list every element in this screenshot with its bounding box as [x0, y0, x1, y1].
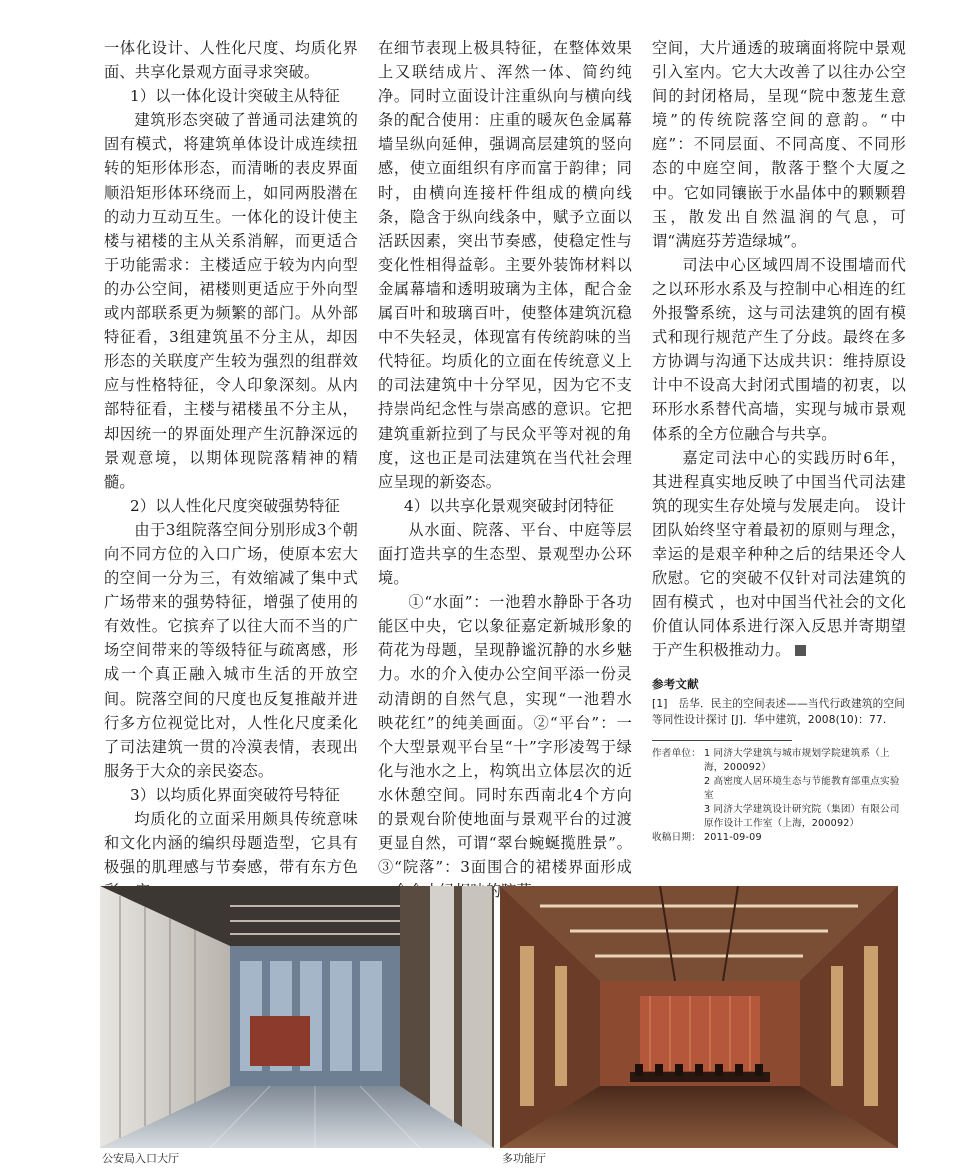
reference-item: [1] 岳华．民主的空间表述——当代行政建筑的空间等同性设计探讨 [J]．华中建筑，2008(10)：77. [652, 698, 906, 727]
paragraph-text: 嘉定司法中心的实践历时6年，其进程真实地反映了中国当代司法建筑的现实生存处境与发展走向。 设计团队始终坚守着最初的原则与理念，幸运的是艰辛种种之后的结果还令人欣慰。它的突破不仅针对司法建筑的固有模式 ，也对中国当代社会的文化价值认同体系进行深入反思并寄期望于产生积极推动力。 [652, 448, 906, 660]
photo-entrance-hall [100, 886, 494, 1148]
paragraph [652, 446, 906, 663]
paragraph: 一体化设计、人性化尺度、均质化界面、共享化景观方面寻求突破。 [104, 39, 358, 82]
paragraph: ①“水面”：一池碧水静卧于各功能区中央，它以象征嘉定新城形象的荷花为母题，呈现静谧沉静的水乡魅力。水的介入使办公空间平添一份灵动清朗的自然气息，实现“一池碧水映花红”的纯美画面。②“平台”：一个大型景观平台呈“十”字形凌驾于绿化与池水之上，构筑出立体层次的近水休憩空间。同时东西南北4个方向的景观台阶使地面与景观平台的过渡更显自然，可谓“翠台蜿蜒揽胜景”。③“院落”：3面围合的裙楼界面形成 [378, 593, 632, 877]
photo-caption: 多功能厅 [502, 1152, 546, 1165]
references-heading: 参考文献 [652, 677, 699, 692]
affiliation-line: 3 同济大学建筑设计研究院（集团）有限公司原作设计工作室（上海，200092） [704, 804, 900, 830]
paragraph: 在细节表现上极具特征，在整体效果上又联结成片、浑然一体、简约纯净。同时立面设计注重纵向与横向线条的配合使用：庄重的暖灰色金属幕墙呈纵向延伸，强调高层建筑的竖向感，使立面组织有序而富于韵律；同时，由横向连接杆件组成的横向线条，隐含于纵向线条中，赋予立面以活跃因素，突出节奏感，使稳定性与变化性相得益彰。主要外装饰材料以金属幕墙和透明玻璃为主体，配合金属百叶和玻璃百叶，使整体建筑沉稳中不失轻灵，体现富有传统韵味的当代特征。均质化的立面在传统意义上的司法建筑中十分罕见，因为它不支持崇尚纪念性与崇高感的意识。它把建筑重新拉到了与民众平等对视的角度，这也正是司法建筑在当代社会理应呈现的新姿态。 [378, 39, 632, 491]
author-affiliation [652, 747, 906, 845]
photo-multifunction-hall [500, 886, 898, 1148]
paragraph: 从水面、院落、平台、中庭等层面打造共享的生态型、景观型办公环境。 [378, 520, 632, 588]
affiliation-line: 2 高密度人居环境生态与节能教育部重点实验室 [704, 776, 900, 802]
paragraph: 建筑形态突破了普通司法建筑的固有模式，将建筑单体设计成连续扭转的矩形体形态，而清晰的表皮界面顺沿矩形体环绕而上，如同两股潜在的动力互动互生。一体化的设计使主楼与裙楼的主从关系消解，而更适合于功能需求：主楼适应于较为内向型的办公空间，裙楼则更适应于外向型或内部联系更为频繁的部门。从外部特征看，3组建筑虽不分主从，却因形态的关联度产生较为强烈的组群效应与性格特征，令人印象深刻。从内部特征看，主楼与裙楼虽不分主从，却因统一的界面处理产生沉静深远的景观意境，以期体现院落精神的精髓。 [104, 111, 358, 491]
text-column-1 [104, 36, 358, 903]
paragraph: 由于3组院落空间分别形成3个朝向不同方位的入口广场，使原本宏大的空间一分为三，有效缩减了集中式广场带来的强势特征，增强了使用的有效性。它摈弃了以往大而不当的广场空间带来的等级特征与疏离感，形成一个真正融入城市生活的开放空间。院落空间的尺度也反复推敲并进行多方位视觉比对，人性化尺度柔化了司法建筑一贯的冷漠表情，表现出服务于大众的亲民姿态。 [104, 520, 358, 780]
paragraph: 空间，大片通透的玻璃面将院中景观引入室内。它大大改善了以往办公空间的封闭格局，呈现“院中葱茏生意境”的传统院落空间的意韵。“中庭”：不同层面、不同高度、不同形态的中庭空间，散落于整个大厦之中。它如同镶嵌于水晶体中的颗颗碧玉，散发出自然温润的气息，可谓“满庭芬芳造绿城”。 [652, 39, 906, 250]
affiliation-line: 1 同济大学建筑与城市规划学院建筑系（上海，200092） [704, 748, 890, 774]
section-heading: 4）以共享化景观突破封闭特征 [404, 496, 614, 515]
section-heading: 2）以人性化尺度突破强势特征 [130, 496, 340, 515]
end-mark-icon [795, 645, 806, 656]
section-heading: 1）以一体化设计突破主从特征 [130, 87, 340, 106]
references [652, 676, 906, 845]
text-column-3 [652, 36, 906, 845]
divider [652, 740, 792, 741]
photo-caption: 公安局入口大厅 [102, 1152, 179, 1165]
section-heading: 3）以均质化界面突破符号特征 [130, 785, 340, 804]
paragraph: 司法中心区域四周不设围墙而代之以环形水系及与控制中心相连的红外报警系统，这与司法建筑的固有模式和现行规范产生了分歧。最终在多方协调与沟通下达成共识：维持原设计中不设高大封闭式围墙的初衷，以环形水系替代高墙，实现与城市景观体系的全方位融合与共享。 [652, 255, 906, 443]
received-label: 收稿日期： [652, 832, 701, 844]
affiliation-label: 作者单位： [652, 748, 701, 760]
paragraph: 均质化的立面采用颇具传统意味和文化内涵的编织母题造型，它具有极强的肌理感与节奏感，带有东方色 [104, 810, 358, 877]
text-column-2 [378, 36, 632, 903]
received-date: 2011-09-09 [704, 832, 762, 844]
